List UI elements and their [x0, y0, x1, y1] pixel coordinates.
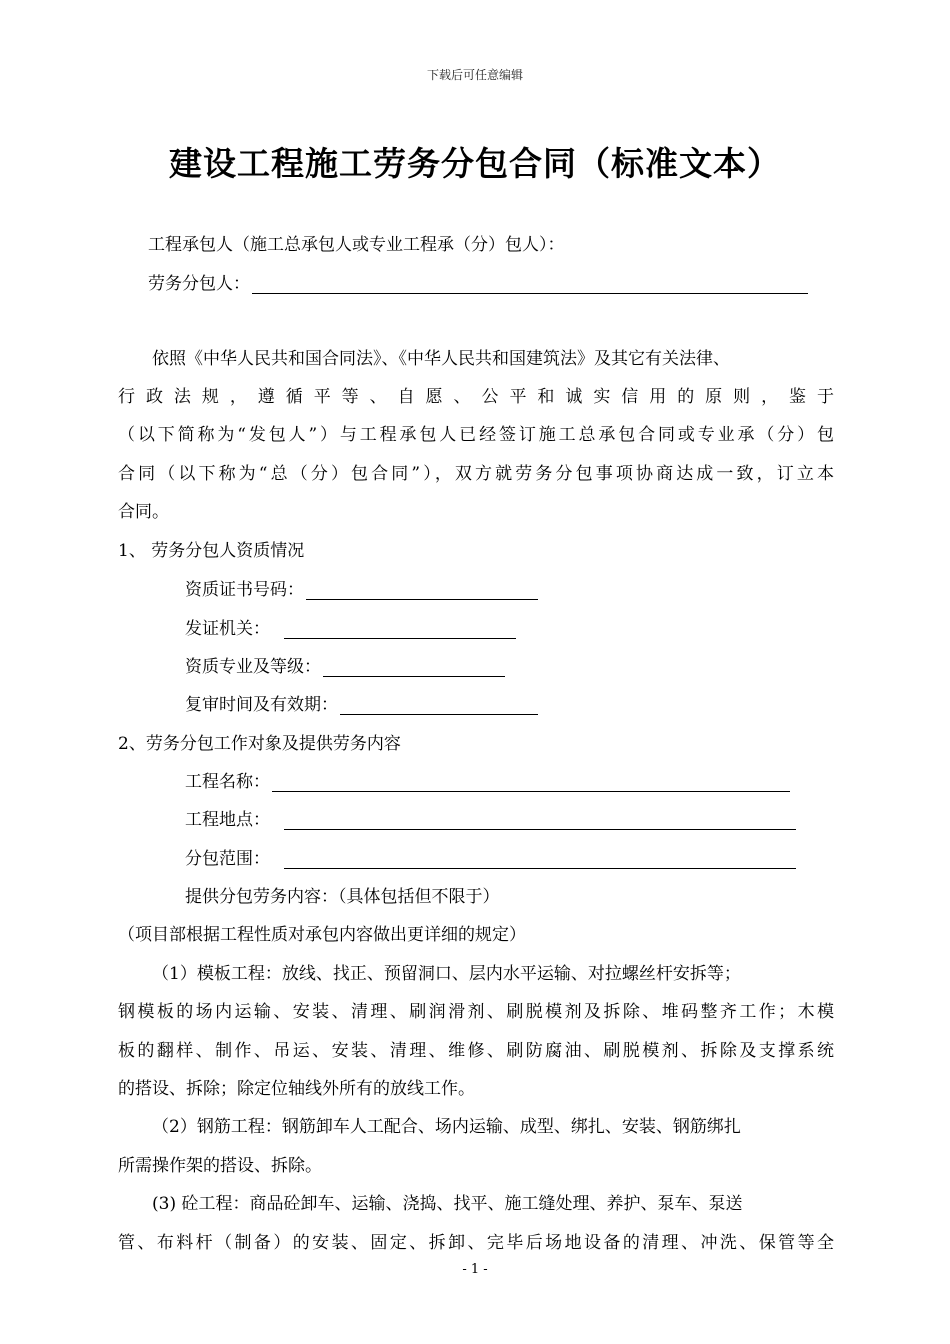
labor-content: 提供分包劳务内容：（具体包括但不限于）	[185, 887, 500, 907]
grade-label: 资质专业及等级：	[185, 657, 321, 677]
project-name-blank[interactable]	[272, 775, 790, 792]
intro-line-5: 合同。	[118, 502, 169, 522]
cert-no-field	[185, 580, 538, 600]
item2-line-1: （2）钢筋工程：钢筋卸车人工配合、场内运输、成型、绑扎、安装、钢筋绑扎	[152, 1117, 741, 1137]
item3-line-2: 管、布料杆（制备）的安装、固定、拆卸、完毕后场地设备的清理、冲洗、保管等全	[118, 1233, 834, 1253]
item3-line-1: (3) 砼工程：商品砼卸车、运输、浇捣、找平、施工缝处理、养护、泵车、泵送	[152, 1194, 743, 1214]
item1-line-1: （1）模板工程：放线、找正、预留洞口、层内水平运输、对拉螺丝杆安拆等；	[152, 964, 741, 984]
section1-heading: 1、 劳务分包人资质情况	[118, 541, 305, 561]
cert-no-blank[interactable]	[306, 583, 538, 600]
contractor-line: 工程承包人（施工总承包人或专业工程承（分）包人）：	[148, 235, 565, 255]
subcontractor-line	[148, 274, 808, 294]
intro-line-1: 依照《中华人民共和国合同法》、《中华人民共和国建筑法》及其它有关法律、	[152, 349, 730, 369]
intro-line-3: （以下简称为“发包人”）与工程承包人已经签订施工总承包合同或专业承（分）包	[118, 425, 834, 445]
issuer-blank[interactable]	[284, 622, 516, 639]
section2-heading: 2、劳务分包工作对象及提供劳务内容	[118, 734, 401, 754]
scope-label: 分包范围：	[185, 849, 270, 869]
intro-line-2: 行政法规，遵循平等、自愿、公平和诚实信用的原则，鉴于	[118, 387, 834, 407]
subcontractor-label: 劳务分包人：	[148, 274, 250, 294]
page-number: - 1 -	[462, 1262, 488, 1277]
item1-line-4: 的搭设、拆除；除定位轴线外所有的放线工作。	[118, 1079, 475, 1099]
item1-line-3: 板的翻样、制作、吊运、安装、清理、维修、刷防腐油、刷脱模剂、拆除及支撑系统	[118, 1041, 834, 1061]
scope-blank[interactable]	[284, 852, 796, 869]
cert-no-label: 资质证书号码：	[185, 580, 304, 600]
grade-field	[185, 657, 505, 677]
project-site-field	[185, 810, 796, 830]
document-title: 建设工程施工劳务分包合同（标准文本）	[169, 144, 781, 183]
item2-line-2: 所需操作架的搭设、拆除。	[118, 1156, 322, 1176]
project-site-label: 工程地点：	[185, 810, 270, 830]
project-name-field	[185, 772, 790, 792]
review-field	[185, 695, 538, 715]
issuer-field	[185, 619, 516, 639]
scope-field	[185, 849, 796, 869]
intro-line-4: 合同（以下称为“总（分）包合同”），双方就劳务分包事项协商达成一致，订立本	[118, 464, 834, 484]
project-site-blank[interactable]	[284, 813, 796, 830]
subcontractor-blank[interactable]	[252, 277, 808, 294]
project-name-label: 工程名称：	[185, 772, 270, 792]
review-blank[interactable]	[340, 698, 538, 715]
project-note: （项目部根据工程性质对承包内容做出更详细的规定）	[118, 925, 526, 945]
header-note: 下载后可任意编辑	[426, 68, 523, 82]
issuer-label: 发证机关：	[185, 619, 270, 639]
item1-line-2: 钢模板的场内运输、安装、清理、刷润滑剂、刷脱模剂及拆除、堆码整齐工作；木模	[118, 1002, 834, 1022]
grade-blank[interactable]	[323, 660, 505, 677]
review-label: 复审时间及有效期：	[185, 695, 338, 715]
